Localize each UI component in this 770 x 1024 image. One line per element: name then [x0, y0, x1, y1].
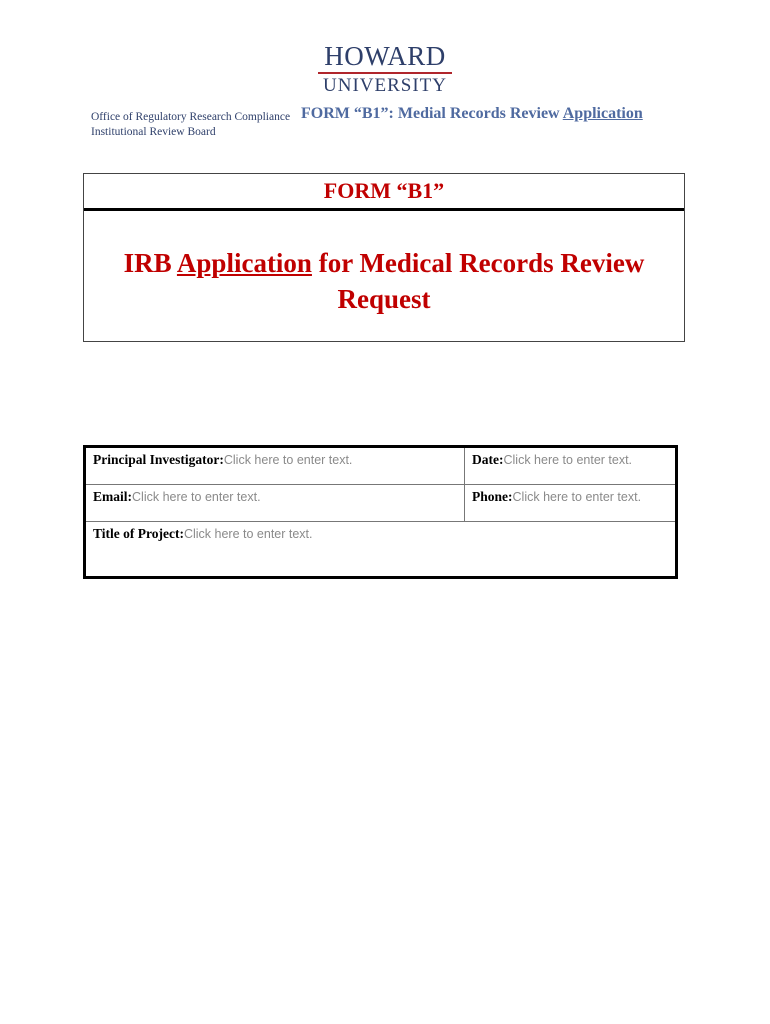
- project-title-separator: :: [179, 526, 184, 541]
- table-row: [85, 485, 677, 522]
- logo-divider: [318, 72, 452, 74]
- form-header-underlined: Application: [562, 105, 643, 122]
- title-box: [83, 173, 685, 342]
- form-header-title: [301, 105, 643, 123]
- pi-placeholder[interactable]: Click here to enter text.: [223, 453, 353, 467]
- date-placeholder[interactable]: Click here to enter text.: [503, 453, 633, 467]
- phone-placeholder[interactable]: Click here to enter text.: [512, 490, 642, 504]
- logo-line-university: UNIVERSITY: [323, 75, 447, 96]
- logo-line-howard: HOWARD: [324, 41, 446, 71]
- email-separator: :: [127, 489, 133, 504]
- pi-separator: :: [219, 452, 224, 467]
- form-code-heading: FORM “B1”: [84, 174, 684, 211]
- applicant-info-table: [83, 445, 678, 579]
- pi-label: Principal Investigator: [93, 452, 220, 467]
- date-separator: :: [499, 452, 504, 467]
- email-label: Email: [93, 489, 128, 504]
- board-name: Institutional Review Board: [91, 126, 216, 138]
- table-row: [85, 447, 677, 485]
- project-title-placeholder[interactable]: Click here to enter text.: [183, 527, 313, 541]
- phone-field[interactable]: [465, 485, 677, 522]
- form-header-prefix: FORM “B1”: Medial Records Review: [301, 105, 563, 122]
- phone-separator: :: [508, 489, 513, 504]
- title-rest: for Medical Records Review: [311, 248, 645, 278]
- title-prefix: IRB: [123, 248, 177, 278]
- title-line2: Request: [337, 284, 431, 314]
- date-label: Date: [472, 452, 499, 467]
- pi-field[interactable]: [85, 447, 465, 485]
- project-title-label: Title of Project: [93, 526, 180, 541]
- email-field[interactable]: [85, 485, 465, 522]
- document-title: [84, 245, 684, 317]
- office-info: [91, 110, 290, 140]
- date-field[interactable]: [465, 447, 677, 485]
- title-underlined: Application: [176, 248, 312, 278]
- table-row: [85, 522, 677, 578]
- howard-university-logo: [318, 42, 452, 96]
- phone-label: Phone: [472, 489, 509, 504]
- office-name: Office of Regulatory Research Compliance: [91, 111, 291, 123]
- email-placeholder[interactable]: Click here to enter text.: [132, 490, 261, 504]
- project-title-field[interactable]: [85, 522, 677, 578]
